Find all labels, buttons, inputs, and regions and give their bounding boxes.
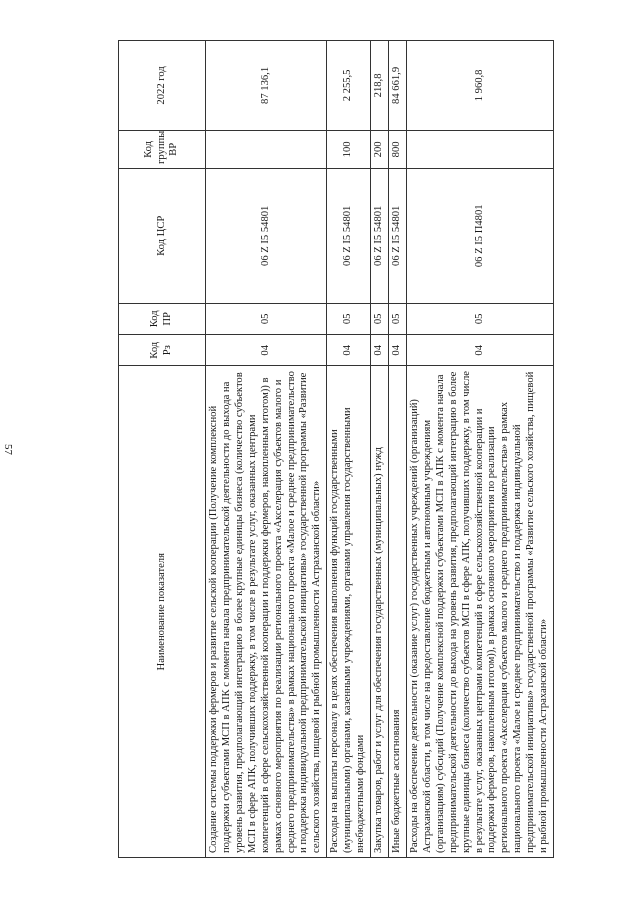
row-pr: 05 — [371, 303, 389, 334]
table-row — [371, 41, 389, 858]
header-vr: Код группы ВР — [119, 130, 206, 168]
row-csr: 06 Z I5 54801 — [388, 168, 406, 303]
row-csr: 06 Z I5 П4801 — [406, 168, 553, 303]
row-pr: 05 — [406, 303, 553, 334]
row-name: Расходы на выплаты персоналу в целях обеспечения выполнения функций государственными (муниципальными) органами, казенными учреждениями, органами управления государственными внебюджетными фондами — [327, 366, 371, 858]
row-vr — [406, 130, 553, 168]
row-rz: 04 — [371, 335, 389, 366]
header-pr: Код ПР — [119, 303, 206, 334]
header-year: 2022 год — [119, 41, 206, 131]
header-csr: Код ЦСР — [119, 168, 206, 303]
table-header-row — [119, 41, 206, 858]
table-row — [327, 41, 371, 858]
row-vr: 800 — [388, 130, 406, 168]
row-rz: 04 — [388, 335, 406, 366]
row-name: Создание системы поддержки фермеров и развитие сельской кооперации (Получение комплексной поддержки субъектами МСП в АПК с момента начала предпринимательской деятельности до выхода на уровень развития, предполагающий интеграцию в более крупные единицы бизнеса (количество субъектов МСП в сфере АПК, получивших поддержку, в том числе в результате услуг, оказанных центрами компетенций в сфере сельскохозяйственной кооперации и поддержки фермеров, накопленным итогом)) в рамках основного мероприятия по реализации регионального проекта «Акселерация субъектов малого и среднего предпринимательства» в рамках национального проекта «Малое и среднее предпринимательство и поддержка индивидуальной предпринимательской инициативы» государственной программы «Развитие сельского хозяйства, пищевой и рыбной промышленности Астраханской области» — [206, 366, 327, 858]
row-csr: 06 Z I5 54801 — [327, 168, 371, 303]
row-vr: 200 — [371, 130, 389, 168]
row-value: 218,8 — [371, 41, 389, 131]
row-name: Иные бюджетные ассигнования — [388, 366, 406, 858]
row-name: Закупка товаров, работ и услуг для обеспечения государственных (муниципальных) нужд — [371, 366, 389, 858]
row-value: 84 661,9 — [388, 41, 406, 131]
table-row — [388, 41, 406, 858]
row-vr — [206, 130, 327, 168]
row-name: Расходы на обеспечение деятельности (оказание услуг) государственных учреждений (организаций) Астраханской области, в том числе на предоставление бюджетным и автономным учреждениям (организациям) субсидий (Получение комплексной поддержки субъектами МСП в АПК с момента начала предпринимательской деятельности до выхода на уровень развития, предполагающий интеграцию в более крупные единицы бизнеса (количество субъектов МСП в сфере АПК, получивших поддержку, в том числе в результате услуг, оказанных центрами компетенций в сфере сельскохозяйственной кооперации и поддержки фермеров, накопленным итогом)), в рамках основного мероприятия по реализации регионального проекта «Акселерация субъектов малого и среднего предпринимательства» в рамках национального проекта «Малое и среднее предпринимательство и поддержка индивидуальной предпринимательской инициативы» государственной программы «Развитие сельского хозяйства, пищевой и рыбной промышленности Астраханской области» — [406, 366, 553, 858]
rotated-table-wrapper — [118, 40, 604, 858]
row-pr: 05 — [327, 303, 371, 334]
budget-table — [118, 40, 554, 858]
row-rz: 04 — [327, 335, 371, 366]
row-value: 87 136,1 — [206, 41, 327, 131]
row-pr: 05 — [388, 303, 406, 334]
table-row — [406, 41, 553, 858]
row-pr: 05 — [206, 303, 327, 334]
header-rz: Код Рз — [119, 335, 206, 366]
table-row — [206, 41, 327, 858]
row-value: 1 960,8 — [406, 41, 553, 131]
row-vr: 100 — [327, 130, 371, 168]
page-number: 57 — [2, 444, 14, 455]
row-csr: 06 Z I5 54801 — [371, 168, 389, 303]
row-rz: 04 — [406, 335, 553, 366]
row-value: 2 255,5 — [327, 41, 371, 131]
row-csr: 06 Z I5 54801 — [206, 168, 327, 303]
row-rz: 04 — [206, 335, 327, 366]
header-name: Наименование показателя — [119, 366, 206, 858]
